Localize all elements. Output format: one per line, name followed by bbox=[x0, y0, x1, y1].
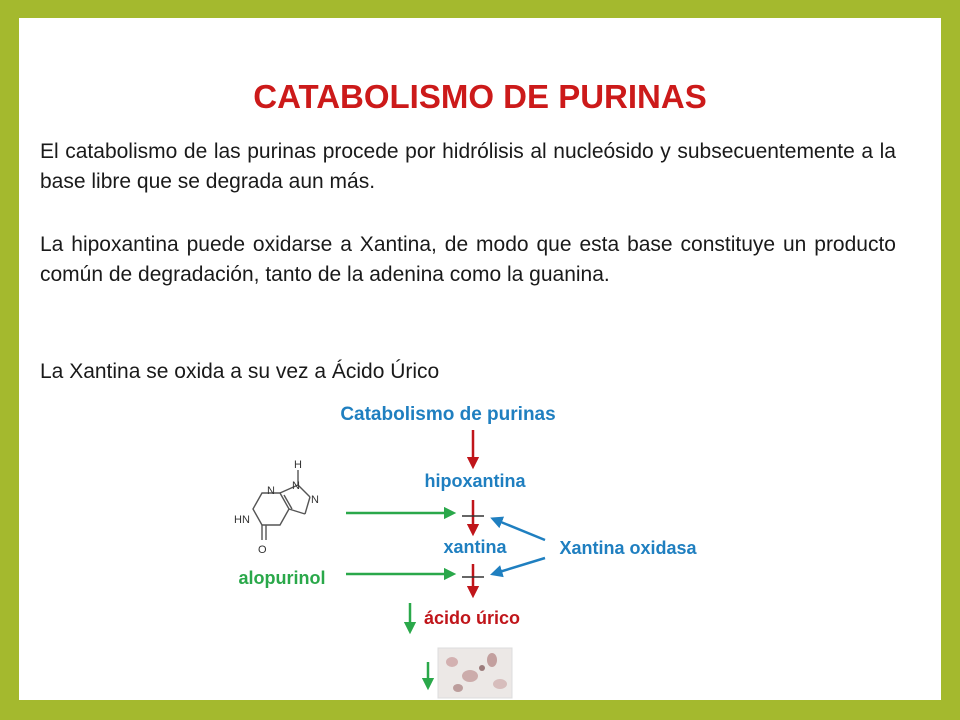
atom-o: O bbox=[258, 544, 267, 556]
atom-h: H bbox=[294, 459, 302, 471]
atom-n3: N bbox=[311, 494, 319, 506]
uric-acid-crystals-image bbox=[438, 648, 512, 698]
step-uric-acid: ácido úrico bbox=[423, 608, 521, 628]
enzyme-label: Xantina oxidasa bbox=[559, 538, 697, 558]
alopurinol-molecule bbox=[253, 470, 310, 540]
inhibitor-label: alopurinol bbox=[238, 568, 326, 588]
paragraph-xanthine: La Xantina se oxida a su vez a Ácido Úrico bbox=[40, 360, 440, 383]
atom-n2: N bbox=[292, 480, 300, 492]
slide-title: CATABOLISMO DE PURINAS bbox=[253, 78, 707, 115]
step-xanthine: xantina bbox=[443, 537, 507, 557]
step-hypoxanthine: hipoxantina bbox=[424, 471, 526, 491]
paragraph-hypoxanthine: La hipoxantina puede oxidarse a Xantina, de modo que esta base constituye un producto común de degradación, tanto de la adenina como la guanina. bbox=[40, 233, 896, 286]
diagram-heading: Catabolismo de purinas bbox=[340, 404, 556, 425]
atom-n1: N bbox=[267, 485, 275, 497]
paragraph-hydrolysis: El catabolismo de las purinas procede por hidrólisis al nucleósido y subsecuentemente a la base libre que se degrada aun más. bbox=[40, 140, 896, 193]
enzyme-arrow-2 bbox=[496, 558, 545, 573]
atom-hn: HN bbox=[234, 514, 250, 526]
